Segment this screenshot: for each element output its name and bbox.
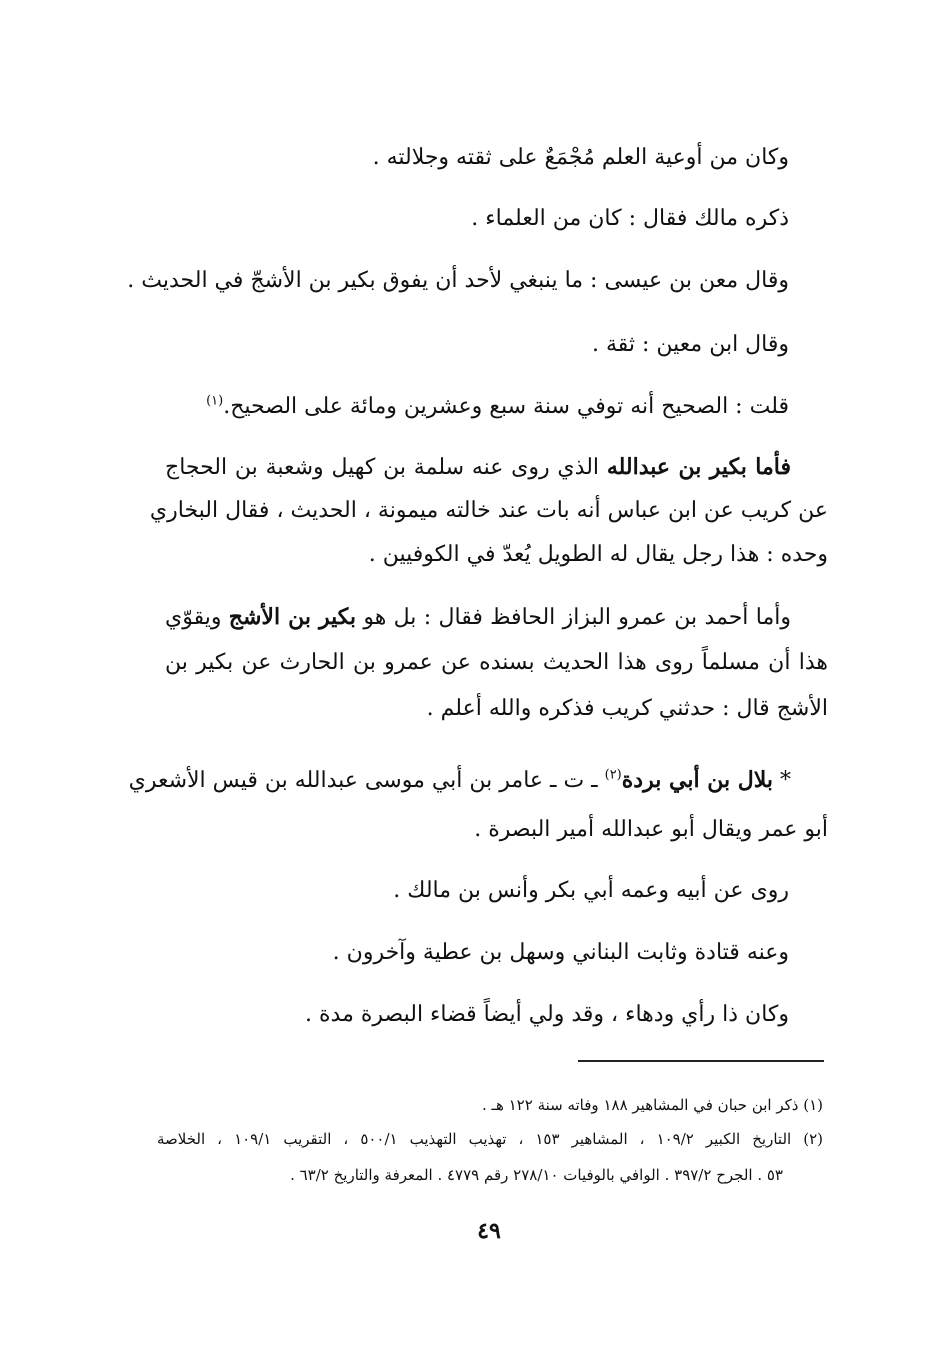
name-bilal: بلال بن أبي بردة	[621, 767, 773, 793]
entry-bullet: *	[773, 768, 791, 793]
text-line-5	[206, 392, 789, 422]
text-line-4: وقال ابن معين : ثقة .	[591, 332, 789, 357]
text-line-15: وعنه قتادة وثابت البناني وسهل بن عطية وآخرون .	[332, 940, 789, 965]
name-bukayr-ashajj: بكير بن الأشج	[228, 604, 357, 630]
text-line-10: هذا أن مسلماً روى هذا الحديث بسنده عن عمرو بن الحارث عن بكير بن	[165, 650, 828, 675]
text-line-3: وقال معن بن عيسى : ما ينبغي لأحد أن يفوق بكير بن الأشجّ في الحديث .	[127, 268, 789, 293]
footnote-separator	[578, 1060, 824, 1062]
text-line-12	[128, 765, 791, 795]
name-bukayr-abdallah: فأما بكير بن عبدالله	[606, 454, 792, 480]
text-line-2: ذكره مالك فقال : كان من العلماء .	[471, 206, 789, 231]
footnote-1: (١) ذكر ابن حبان في المشاهير ١٨٨ وفاته سنة ١٢٢ هـ .	[482, 1096, 823, 1114]
footnote-mark-1: (١)	[206, 393, 224, 409]
page-number: ٤٩	[477, 1218, 501, 1244]
text-line-6-rest: الذي روى عنه سلمة بن كهيل وشعبة بن الحجاج	[165, 455, 607, 480]
text-line-9	[165, 602, 791, 632]
text-line-9-post: ويقوّي	[165, 605, 229, 630]
text-line-14: روى عن أبيه وعمه أبي بكر وأنس بن مالك .	[393, 878, 789, 903]
text-line-11: الأشج قال : حدثني كريب فذكره والله أعلم .	[426, 696, 828, 721]
text-line-16: وكان ذا رأي ودهاء ، وقد ولي أيضاً قضاء البصرة مدة .	[305, 1002, 789, 1027]
text-line-8: وحده : هذا رجل يقال له الطويل يُعدّ في الكوفيين .	[368, 542, 828, 567]
text-line-12-post: ـ ت ـ عامر بن أبي موسى عبدالله بن قيس الأشعري	[128, 768, 605, 793]
footnote-2-continued: ٥٣ . الجرح ٣٩٧/٢ . الوافي بالوفيات ٢٧٨/١٠ رقم ٤٧٧٩ . المعرفة والتاريخ ٦٣/٢ .	[290, 1166, 783, 1184]
footnote-mark-2: (٢)	[604, 767, 622, 783]
text-line-6	[165, 452, 791, 482]
text-line-1: وكان من أوعية العلم مُجْمَعٌ على ثقته وجلالته .	[372, 145, 789, 170]
text-line-9-pre: وأما أحمد بن عمرو البزاز الحافظ فقال : بل هو	[356, 605, 791, 630]
footnote-2: (٢) التاريخ الكبير ١٠٩/٢ ، المشاهير ١٥٣ ، تهذيب التهذيب ٥٠٠/١ ، التقريب ١٠٩/١ ، الخلاصة	[157, 1130, 823, 1148]
text-line-13: أبو عمر ويقال أبو عبدالله أمير البصرة .	[474, 817, 828, 842]
text-line-5-content: قلت : الصحيح أنه توفي سنة سبع وعشرين ومائة على الصحيح.	[223, 394, 789, 419]
text-line-7: عن كريب عن ابن عباس أنه بات عند خالته ميمونة ، الحديث ، فقال البخاري	[149, 498, 828, 523]
